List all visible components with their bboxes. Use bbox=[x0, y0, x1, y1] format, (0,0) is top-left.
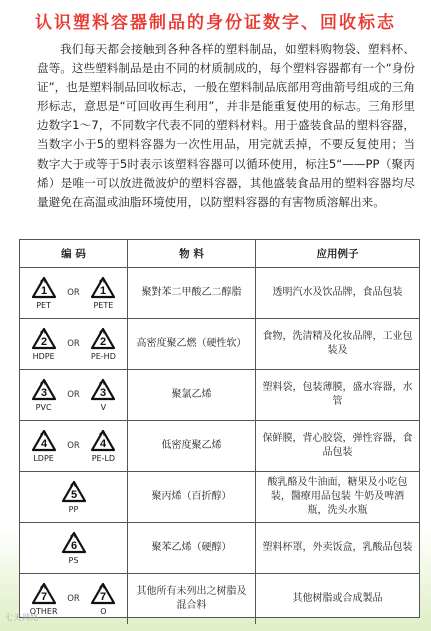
material-cell bbox=[128, 268, 256, 318]
code-symbol bbox=[25, 276, 63, 310]
recycling-triangle-icon bbox=[31, 276, 57, 300]
table-row bbox=[20, 421, 419, 472]
code-symbol bbox=[25, 327, 63, 361]
code-abbr-alt: V bbox=[100, 403, 107, 412]
recycling-triangle-icon bbox=[90, 327, 116, 351]
code-symbol-alt bbox=[84, 429, 122, 463]
usage-text: 塑料袋，包装薄膜，盛水容器，水管 bbox=[262, 382, 413, 407]
code-abbr: HDPE bbox=[32, 352, 55, 361]
code-cell bbox=[20, 268, 128, 318]
recycling-triangle-icon bbox=[90, 429, 116, 453]
header-material: 物 料 bbox=[128, 240, 256, 267]
usage-cell bbox=[256, 268, 419, 318]
code-symbol bbox=[55, 531, 93, 565]
recycling-triangle-icon bbox=[90, 582, 116, 606]
code-abbr: OTHER bbox=[29, 607, 58, 616]
usage-text: 食物，洗清精及化妆品牌，工业包装及 bbox=[262, 331, 413, 356]
usage-cell bbox=[256, 421, 419, 471]
svg-text:2: 2 bbox=[100, 336, 107, 348]
code-symbol-alt bbox=[84, 276, 122, 310]
svg-text:1: 1 bbox=[40, 285, 47, 297]
code-symbol bbox=[25, 582, 63, 616]
code-cell bbox=[20, 370, 128, 420]
recycling-triangle-icon bbox=[90, 378, 116, 402]
code-cell bbox=[20, 472, 128, 522]
material-text: 聚氯乙烯 bbox=[171, 389, 212, 400]
svg-text:7: 7 bbox=[100, 591, 107, 603]
usage-text: 其他树脂或合成製品 bbox=[292, 593, 383, 604]
page-title: 认识塑料容器制品的身份证数字、回收标志 bbox=[35, 13, 396, 33]
usage-cell bbox=[256, 319, 419, 369]
code-symbol-alt bbox=[84, 327, 122, 361]
code-abbr-alt: PE-HD bbox=[90, 352, 116, 361]
or-label: OR bbox=[67, 594, 80, 604]
or-label: OR bbox=[67, 390, 80, 400]
usage-text: 酸乳酪及牛油面，糖果及小吃包装，醫療用品包装 牛奶及啤酒瓶，洗头水瓶 bbox=[267, 477, 408, 516]
intro-paragraph: 我们每天都会接触到各种各样的塑料制品，如塑料购物袋、塑料杯、盘等。这些塑料制品是由不同的材质制成的，每个塑料容器都有一个“身份证”，也是塑料制品回收标志，一般在塑料制品底部用弯曲箭号组成的三角形标志，意思是“可回收再生利用”，并非是能重复使用的标志。三角形里边数字1～7，不同数字代表不同的塑料材料。用于盛装食品的塑料容器，当数字小于5的塑料容器为一次性用品，用完就丢掉，不要反复使用；当数字大于或等于5时表示该塑料容器可以循环使用，标注5“——PP（聚丙烯）是唯一可以放进微波炉的塑料容器，其他盛装食品用的塑料容器均尽量避免在高温或油脂环境使用，以防塑料容器的有害物质溶解出来。 bbox=[37, 42, 415, 209]
code-abbr: PET bbox=[36, 301, 51, 310]
material-cell bbox=[128, 523, 256, 573]
usage-text: 保鲜膜，背心胶袋，弹性容器，食品包装 bbox=[262, 433, 413, 458]
svg-text:1: 1 bbox=[100, 285, 107, 297]
code-abbr: LDPE bbox=[33, 454, 54, 463]
material-text: 聚苯乙烯（硬醇） bbox=[151, 542, 232, 553]
material-text: 聚丙烯（百折醇） bbox=[151, 491, 232, 502]
code-abbr-alt: PE-LD bbox=[91, 454, 116, 463]
material-cell bbox=[128, 370, 256, 420]
table-row bbox=[20, 319, 419, 370]
recycling-triangle-icon bbox=[31, 327, 57, 351]
usage-cell bbox=[256, 370, 419, 420]
table-row bbox=[20, 523, 419, 574]
watermark: 七天网络 bbox=[5, 613, 39, 622]
material-text: 低密度聚乙烯 bbox=[161, 440, 222, 451]
svg-text:7: 7 bbox=[40, 591, 47, 603]
material-cell bbox=[128, 421, 256, 471]
code-cell bbox=[20, 523, 128, 573]
material-cell bbox=[128, 319, 256, 369]
usage-cell bbox=[256, 574, 419, 624]
svg-text:3: 3 bbox=[40, 387, 47, 399]
recycling-triangle-icon bbox=[61, 480, 87, 504]
code-symbol bbox=[25, 378, 63, 412]
recycling-triangle-icon bbox=[61, 531, 87, 555]
usage-text: 塑料杯罩，外卖饭盒，乳酸品包装 bbox=[262, 542, 413, 553]
material-text: 聚對苯二甲酸乙二醇脂 bbox=[141, 287, 242, 298]
code-abbr-alt: PETE bbox=[93, 301, 114, 310]
or-label: OR bbox=[67, 441, 80, 451]
table-header bbox=[20, 240, 419, 268]
recycling-triangle-icon bbox=[31, 582, 57, 606]
table-row bbox=[20, 574, 419, 624]
code-abbr: PS bbox=[68, 556, 79, 565]
table-row bbox=[20, 268, 419, 319]
code-symbol bbox=[55, 480, 93, 514]
recycling-code-table bbox=[19, 239, 420, 618]
recycling-triangle-icon bbox=[31, 378, 57, 402]
material-cell bbox=[128, 574, 256, 624]
svg-text:4: 4 bbox=[100, 438, 107, 450]
svg-text:4: 4 bbox=[40, 438, 47, 450]
code-abbr: PVC bbox=[35, 403, 52, 412]
code-symbol bbox=[25, 429, 63, 463]
svg-text:3: 3 bbox=[100, 387, 107, 399]
svg-text:6: 6 bbox=[70, 540, 77, 552]
code-abbr: PP bbox=[68, 505, 79, 514]
svg-text:5: 5 bbox=[70, 489, 77, 501]
header-code: 编 码 bbox=[20, 240, 128, 267]
usage-cell bbox=[256, 523, 419, 573]
or-label: OR bbox=[67, 288, 80, 298]
table-row bbox=[20, 472, 419, 523]
svg-text:2: 2 bbox=[40, 336, 47, 348]
recycling-triangle-icon bbox=[90, 276, 116, 300]
material-text: 高密度聚乙燃（硬性软） bbox=[136, 338, 247, 349]
code-symbol-alt bbox=[84, 378, 122, 412]
code-symbol-alt bbox=[84, 582, 122, 616]
or-label: OR bbox=[67, 339, 80, 349]
material-cell bbox=[128, 472, 256, 522]
table-row bbox=[20, 370, 419, 421]
material-text: 其他所有未列出之树脂及混合料 bbox=[136, 586, 247, 611]
recycling-triangle-icon bbox=[31, 429, 57, 453]
code-cell bbox=[20, 421, 128, 471]
code-cell bbox=[20, 319, 128, 369]
usage-text: 透明汽水及饮品牌，食品包装 bbox=[272, 287, 403, 298]
code-abbr-alt: O bbox=[100, 607, 107, 616]
usage-cell bbox=[256, 472, 419, 522]
header-usage: 应用例子 bbox=[316, 248, 359, 260]
